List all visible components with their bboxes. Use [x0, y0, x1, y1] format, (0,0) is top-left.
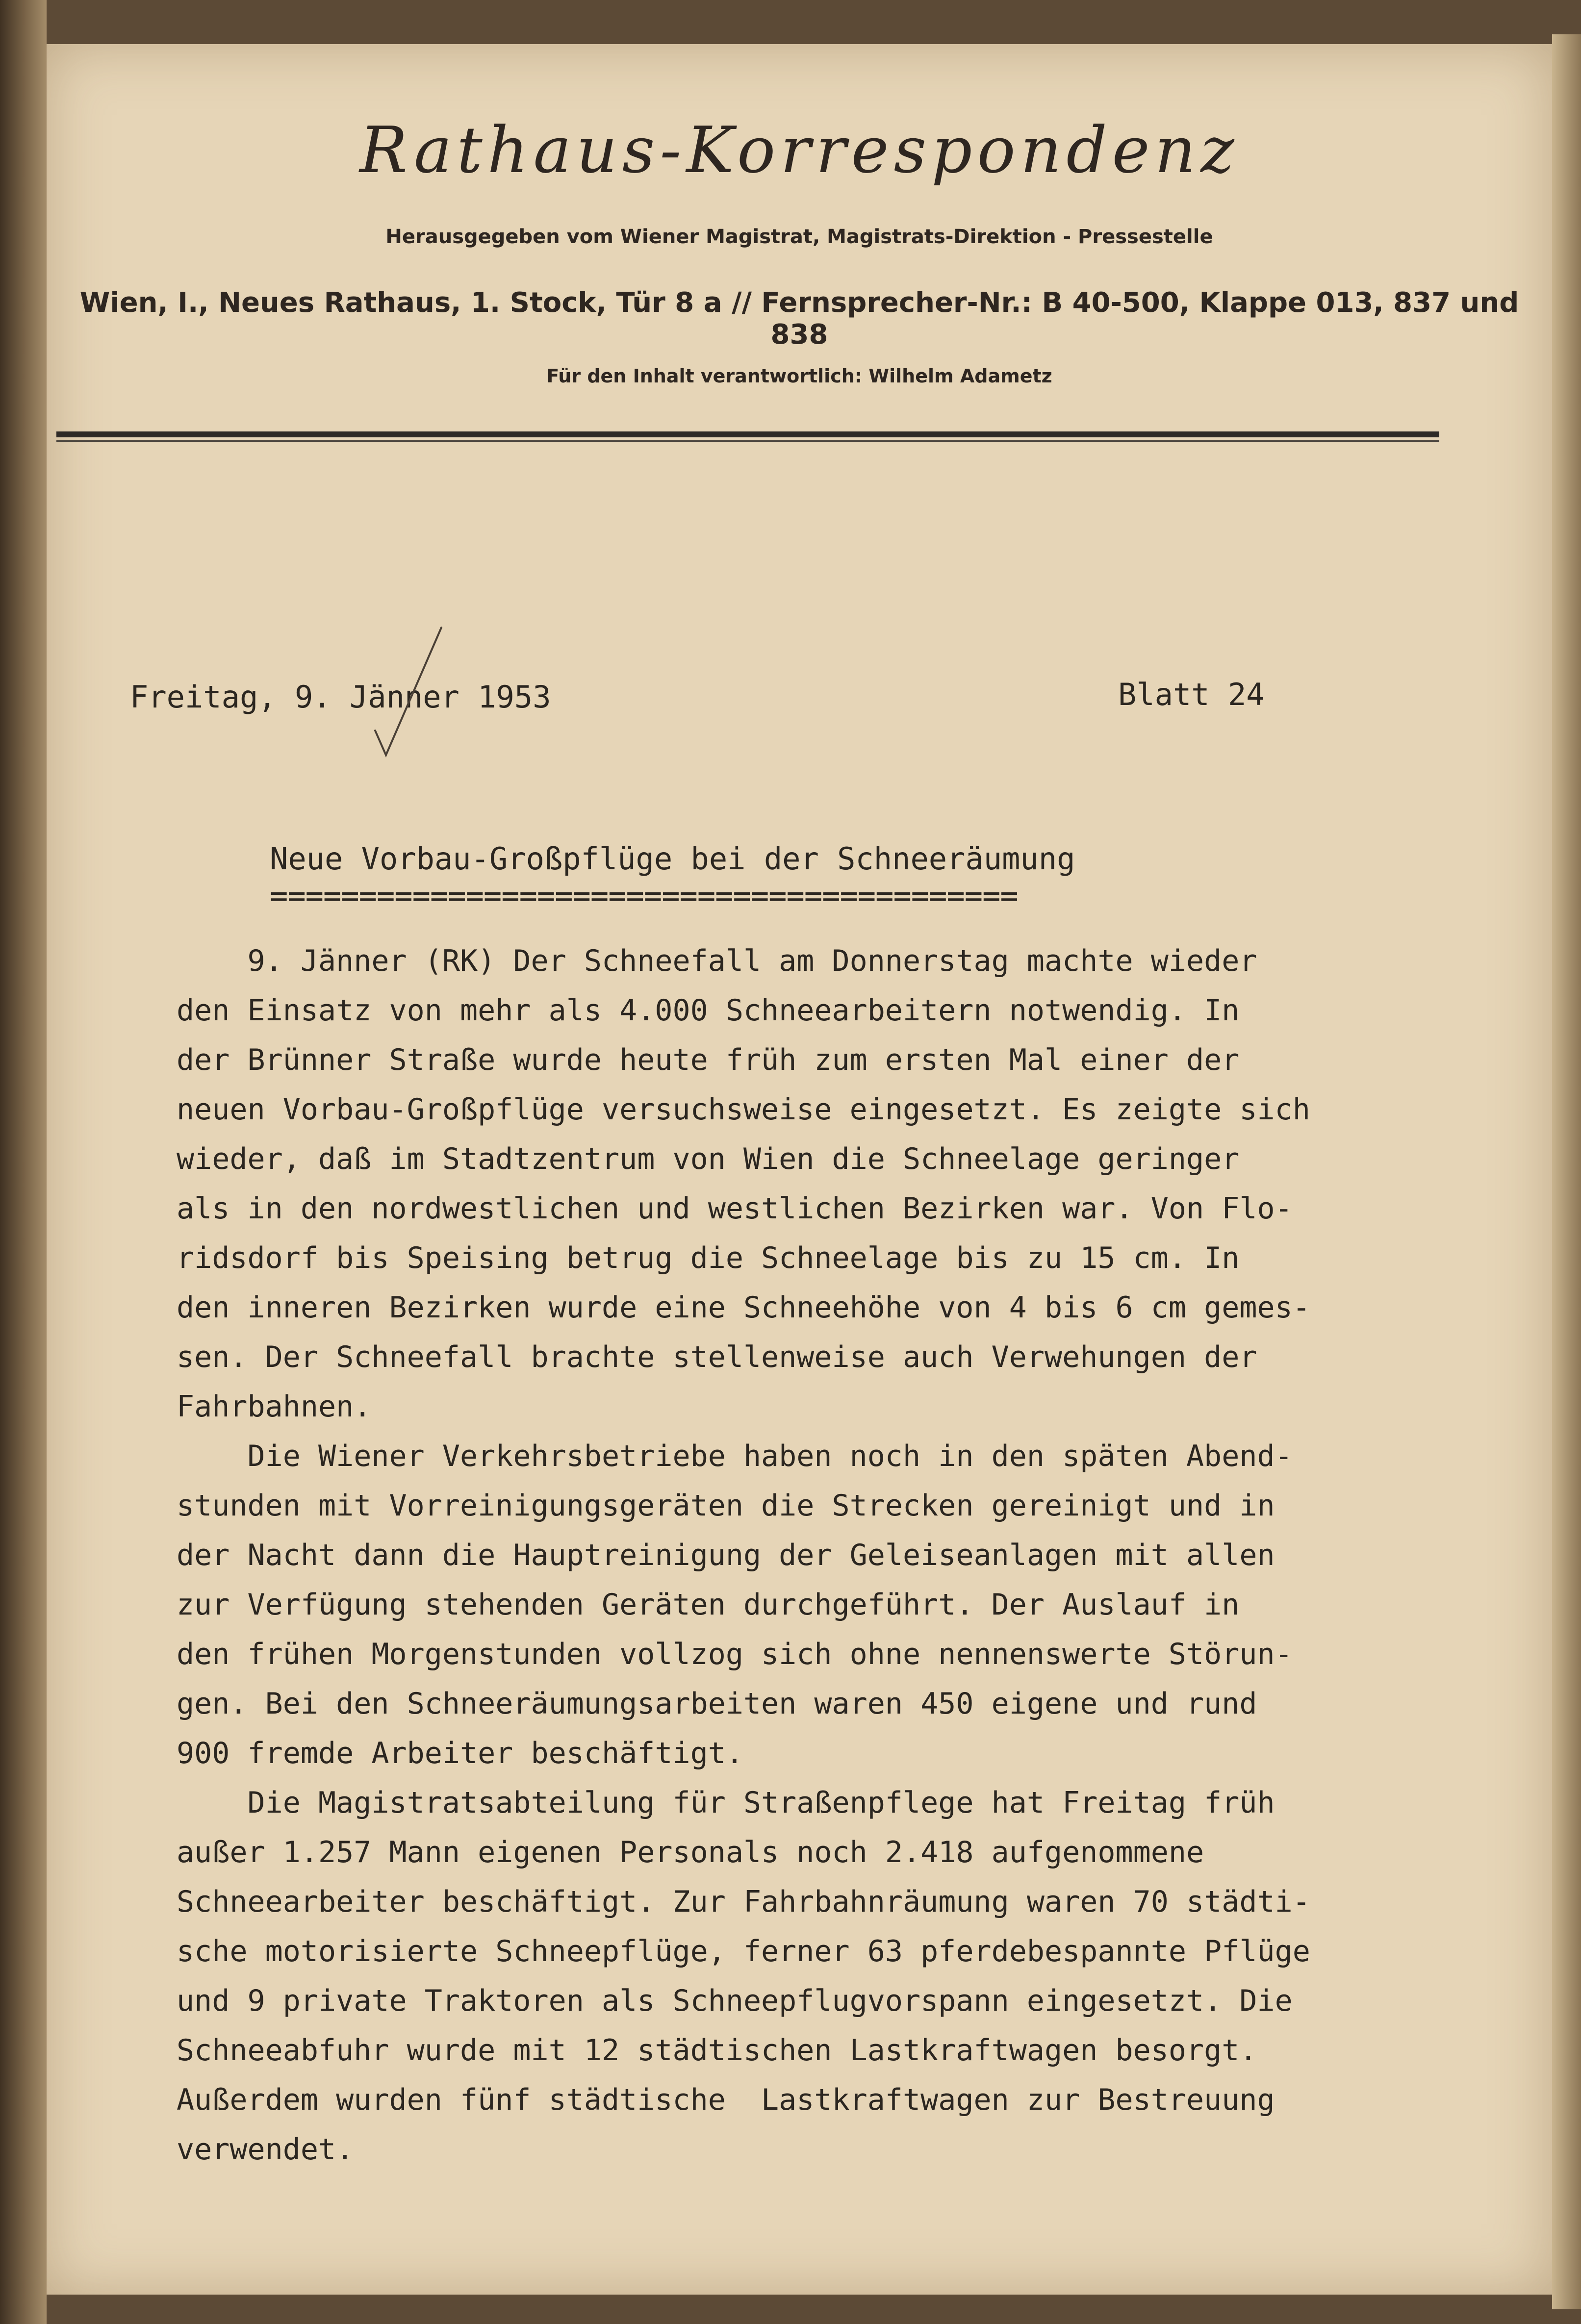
- article-line: wieder, daß im Stadtzentrum von Wien die Schneelage geringer: [177, 1142, 1240, 1176]
- article-line: und 9 private Traktoren als Schneepflugvorspann eingesetzt. Die: [177, 1984, 1293, 2018]
- article-line: Schneeabfuhr wurde mit 12 städtischen Lastkraftwagen besorgt.: [177, 2033, 1257, 2068]
- article-line: den Einsatz von mehr als 4.000 Schneearbeitern notwendig. In: [177, 993, 1240, 1028]
- masthead-address: Wien, I., Neues Rathaus, 1. Stock, Tür 8 a // Fernsprecher-Nr.: B 40-500, Klappe 013, 837 und 838: [79, 287, 1519, 351]
- article-line: außer 1.257 Mann eigenen Personals noch 2.418 aufgenommene: [177, 1835, 1204, 1869]
- article-line: der Nacht dann die Hauptreinigung der Geleiseanlagen mit allen: [177, 1538, 1275, 1572]
- article-line: Fahrbahnen.: [177, 1389, 372, 1424]
- masthead-publisher: Herausgegeben vom Wiener Magistrat, Magistrats-Direktion - Pressestelle: [385, 226, 1213, 248]
- headline-underline: ==========================================: [270, 878, 1018, 913]
- book-binding: [0, 0, 47, 2324]
- article-line: 900 fremde Arbeiter beschäftigt.: [177, 1736, 743, 1770]
- page-edge: [1552, 34, 1581, 2309]
- article-line: ridsdorf bis Speising betrug die Schneelage bis zu 15 cm. In: [177, 1241, 1240, 1275]
- article-line: der Brünner Straße wurde heute früh zum ersten Mal einer der: [177, 1043, 1240, 1077]
- masthead-title: Rathaus-Korrespondenz: [359, 113, 1239, 187]
- article-line: gen. Bei den Schneeräumungsarbeiten waren 450 eigene und rund: [177, 1687, 1257, 1721]
- article-line: den frühen Morgenstunden vollzog sich ohne nennenswerte Störun-: [177, 1637, 1293, 1671]
- pencil-check-mark-icon: [356, 625, 454, 758]
- article-headline: Neue Vorbau-Großpflüge bei der Schneeräumung: [270, 841, 1075, 877]
- article-line: Außerdem wurden fünf städtische Lastkraftwagen zur Bestreuung: [177, 2083, 1275, 2117]
- article-line: den inneren Bezirken wurde eine Schneehöhe von 4 bis 6 cm gemes-: [177, 1290, 1310, 1325]
- article-line: sen. Der Schneefall brachte stellenweise auch Verwehungen der: [177, 1340, 1257, 1374]
- masthead-rule-thin: [56, 440, 1439, 442]
- masthead-rule: [56, 431, 1439, 437]
- article-line: stunden mit Vorreinigungsgeräten die Strecken gereinigt und in: [177, 1489, 1275, 1523]
- article-line: Die Magistratsabteilung für Straßenpflege hat Freitag früh: [177, 1786, 1275, 1820]
- article-line: zur Verfügung stehenden Geräten durchgeführt. Der Auslauf in: [177, 1588, 1240, 1622]
- sheet-number: Blatt 24: [1118, 677, 1265, 712]
- article-body: [177, 936, 1550, 2174]
- article-line: Die Wiener Verkehrsbetriebe haben noch in den späten Abend-: [177, 1439, 1293, 1473]
- article-line: sche motorisierte Schneepflüge, ferner 63 pferdebespannte Pflüge: [177, 1934, 1310, 1969]
- issue-date: Freitag, 9. Jänner 1953: [130, 679, 551, 715]
- article-line: neuen Vorbau-Großpflüge versuchsweise eingesetzt. Es zeigte sich: [177, 1092, 1310, 1127]
- article-line: verwendet.: [177, 2132, 354, 2167]
- article-line: 9. Jänner (RK) Der Schneefall am Donnerstag machte wieder: [177, 944, 1257, 978]
- masthead-responsible: Für den Inhalt verantwortlich: Wilhelm Adametz: [546, 365, 1052, 387]
- article-line: als in den nordwestlichen und westlichen Bezirken war. Von Flo-: [177, 1191, 1293, 1226]
- article-line: Schneearbeiter beschäftigt. Zur Fahrbahnräumung waren 70 städti-: [177, 1885, 1310, 1919]
- document-page: [47, 44, 1552, 2295]
